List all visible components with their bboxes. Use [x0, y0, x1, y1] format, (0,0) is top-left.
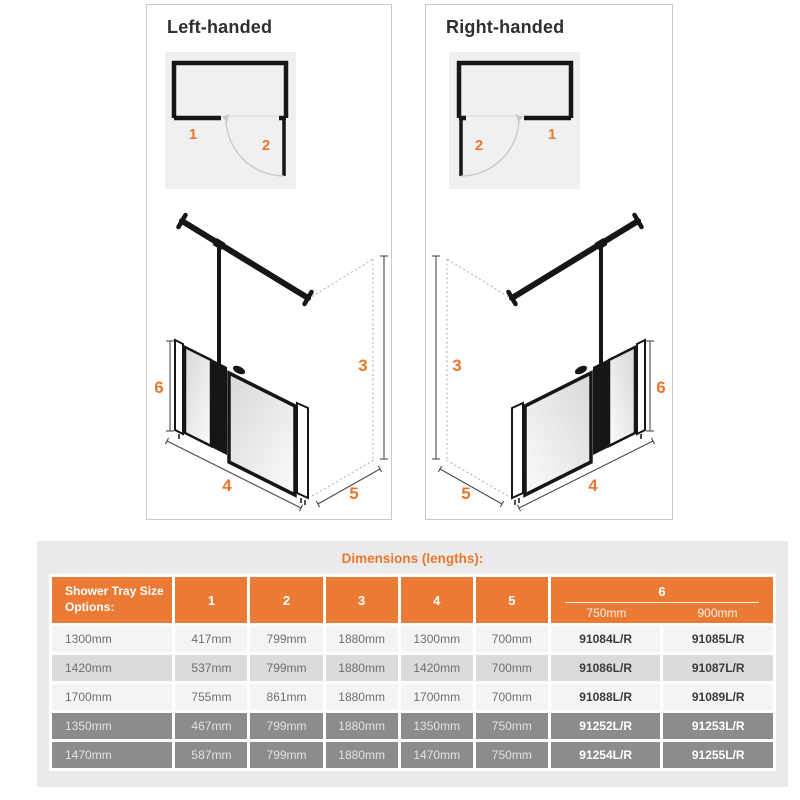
product-code: 91086L/R [551, 655, 661, 681]
panel-title: Left-handed [167, 17, 273, 37]
product-code: 91085L/R [663, 626, 773, 652]
table-cell: 587mm [175, 742, 247, 768]
table-cell: 755mm [175, 684, 247, 710]
dim-label-3: 3 [452, 356, 462, 375]
table-row [52, 626, 773, 652]
col-header-5: 5 [476, 577, 548, 623]
col-header-1: 1 [175, 577, 247, 623]
product-code: 91253L/R [663, 713, 773, 739]
shower-screen-isometric [147, 201, 392, 513]
iso-artwork-mirrored [432, 215, 655, 511]
table-header-row [52, 577, 773, 623]
col-header-6 [551, 577, 773, 623]
table-cell: 1470mm [52, 742, 172, 768]
plan-background [449, 52, 580, 189]
table-cell: 1470mm [401, 742, 473, 768]
table-cell: 1300mm [401, 626, 473, 652]
panel-right-handed [425, 4, 673, 520]
product-code: 91087L/R [663, 655, 773, 681]
table-cell: 1420mm [401, 655, 473, 681]
table-row [52, 742, 773, 768]
table-cell: 1700mm [52, 684, 172, 710]
table-cell: 700mm [476, 684, 548, 710]
col-header-size: Shower Tray Size Options: [52, 577, 172, 623]
table-cell: 537mm [175, 655, 247, 681]
dim-label-4: 4 [222, 476, 232, 495]
table-cell: 1880mm [326, 713, 398, 739]
table-cell: 1880mm [326, 742, 398, 768]
plan-label-2: 2 [261, 137, 271, 154]
table-cell: 700mm [476, 626, 548, 652]
dim-label-6: 6 [656, 378, 666, 397]
plan-label-1: 1 [547, 126, 557, 143]
table-row [52, 655, 773, 681]
table-row [52, 684, 773, 710]
shower-screen-isometric [428, 201, 673, 513]
table-cell: 750mm [476, 713, 548, 739]
dim-label-4: 4 [588, 476, 598, 495]
table-cell: 799mm [250, 655, 322, 681]
product-code: 91255L/R [663, 742, 773, 768]
table-cell: 861mm [250, 684, 322, 710]
dimensions-section [37, 541, 788, 787]
product-code: 91089L/R [663, 684, 773, 710]
table-row [52, 713, 773, 739]
table-cell: 1350mm [401, 713, 473, 739]
table-cell: 750mm [476, 742, 548, 768]
table-cell: 1420mm [52, 655, 172, 681]
panel-title: Right-handed [446, 17, 565, 37]
product-code: 91084L/R [551, 626, 661, 652]
table-cell: 1300mm [52, 626, 172, 652]
floor-plan-diagram [449, 52, 580, 189]
plan-background [165, 52, 296, 189]
table-cell: 700mm [476, 655, 548, 681]
dim-label-6: 6 [154, 378, 164, 397]
table-cell: 1880mm [326, 655, 398, 681]
dimensions-caption: Dimensions (lengths): [341, 551, 484, 566]
product-code: 91252L/R [551, 713, 661, 739]
col6-label: 6 [565, 580, 759, 603]
product-code: 91088L/R [551, 684, 661, 710]
table-cell: 799mm [250, 713, 322, 739]
table-cell: 417mm [175, 626, 247, 652]
table-cell: 1350mm [52, 713, 172, 739]
table-cell: 467mm [175, 713, 247, 739]
dim-label-5: 5 [349, 484, 359, 503]
table-cell: 1880mm [326, 626, 398, 652]
col6-subheaders [551, 603, 773, 620]
col-header-3: 3 [326, 577, 398, 623]
table-cell: 1880mm [326, 684, 398, 710]
col-header-2: 2 [250, 577, 322, 623]
iso-artwork [165, 215, 388, 511]
table-cell: 799mm [250, 626, 322, 652]
plan-label-1: 1 [188, 126, 198, 143]
col6-sub-750: 750mm [586, 606, 627, 620]
floor-plan-diagram [165, 52, 296, 189]
dim-label-5: 5 [461, 484, 471, 503]
table-cell: 799mm [250, 742, 322, 768]
panel-left-handed [146, 4, 392, 520]
dimensions-table [49, 574, 776, 771]
product-code: 91254L/R [551, 742, 661, 768]
col-header-4: 4 [401, 577, 473, 623]
table-cell: 1700mm [401, 684, 473, 710]
dim-label-3: 3 [358, 356, 368, 375]
plan-label-2: 2 [474, 137, 484, 154]
col6-sub-900: 900mm [697, 606, 738, 620]
